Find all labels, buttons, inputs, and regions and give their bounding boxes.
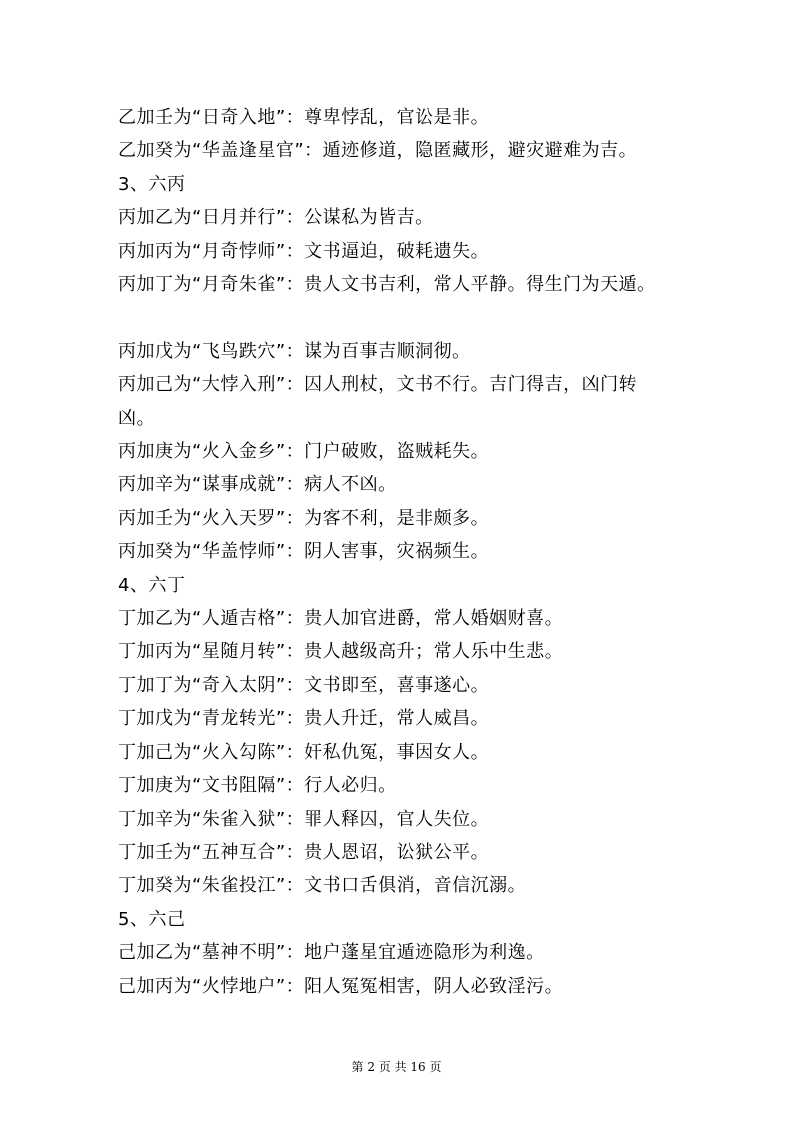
text-line: 丙加丁为“月奇朱雀”：贵人文书吉利，常人平静。得生门为天遁。 bbox=[118, 274, 656, 296]
text-line: 丙加戊为“飞鸟跌穴”：谋为百事吉顺洞彻。 bbox=[118, 340, 471, 362]
section-heading: 5、六己 bbox=[118, 908, 186, 930]
text-line: 丁加乙为“人遁吉格”：贵人加官进爵，常人婚姻财喜。 bbox=[118, 608, 564, 630]
text-line: 丁加丁为“奇入太阴”：文书即至，喜事遂心。 bbox=[118, 674, 490, 696]
text-line: 己加丙为“火悖地户”：阳人冤冤相害，阴人必致淫污。 bbox=[118, 975, 564, 997]
text-line: 丁加丙为“星随月转”：贵人越级高升；常人乐中生悲。 bbox=[118, 641, 564, 663]
text-line: 乙加壬为“日奇入地”：尊卑悖乱，官讼是非。 bbox=[118, 107, 490, 128]
page-footer: 第 2 页 共 16 页 bbox=[351, 1060, 442, 1074]
text-line: 丙加丙为“月奇悖师”：文书逼迫，破耗遗失。 bbox=[118, 240, 490, 262]
text-line: 丁加壬为“五神互合”：贵人恩诏，讼狱公平。 bbox=[118, 841, 490, 863]
section-heading: 3、六丙 bbox=[118, 173, 186, 195]
text-line: 丁加庚为“文书阻隔”：行人必归。 bbox=[118, 775, 397, 797]
text-line: 丁加辛为“朱雀入狱”：罪人释囚，官人失位。 bbox=[118, 808, 490, 830]
text-line: 丙加癸为“华盖悖师”：阴人害事，灾祸频生。 bbox=[118, 541, 490, 563]
section-heading: 4、六丁 bbox=[118, 574, 186, 596]
text-line: 丙加乙为“日月并行”：公谋私为皆吉。 bbox=[118, 207, 434, 229]
blank-line bbox=[118, 301, 718, 334]
text-line: 丁加戊为“青龙转光”：贵人升迁，常人威昌。 bbox=[118, 708, 490, 730]
text-line: 丁加癸为“朱雀投江”：文书口舌俱消，音信沉溺。 bbox=[118, 875, 527, 897]
text-line: 丙加庚为“火入金乡”：门户破败，盗贼耗失。 bbox=[118, 441, 490, 463]
text-line: 丙加己为“大悖入刑”：囚人刑杖，文书不行。吉门得吉，凶门转 bbox=[118, 374, 638, 396]
document-body bbox=[118, 101, 718, 1003]
text-line: 己加乙为“墓神不明”：地户蓬星宜遁迹隐形为利逸。 bbox=[118, 942, 545, 964]
text-line: 凶。 bbox=[118, 407, 155, 429]
text-line: 丁加己为“火入勾陈”：奸私仇冤，事因女人。 bbox=[118, 741, 490, 763]
text-line: 乙加癸为“华盖逢星官”：遁迹修道，隐匿藏形，避灾避难为吉。 bbox=[118, 140, 638, 162]
text-line: 丙加壬为“火入天罗”：为客不利，是非颇多。 bbox=[118, 507, 490, 529]
text-line: 丙加辛为“谋事成就”：病人不凶。 bbox=[118, 474, 397, 496]
